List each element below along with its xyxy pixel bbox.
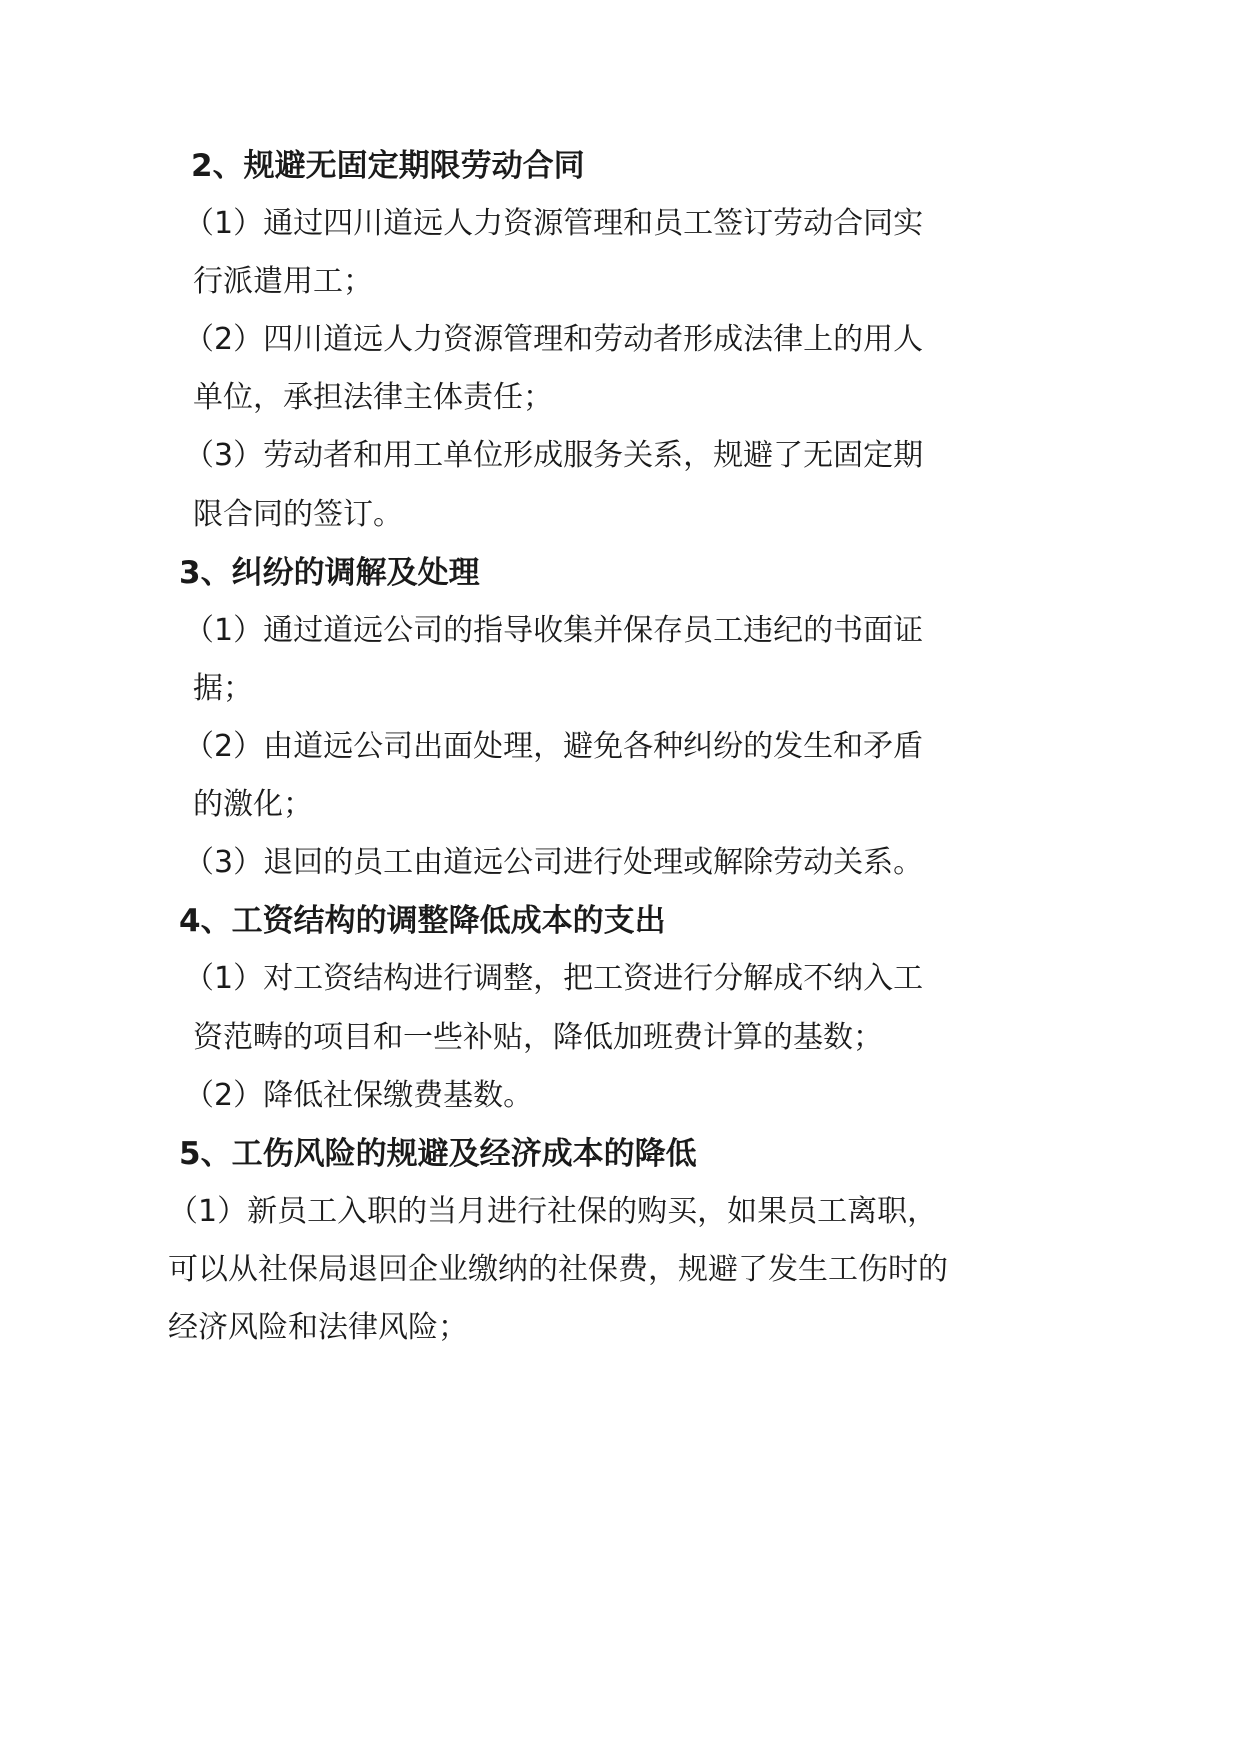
list-item-line: （2）降低社保缴费基数。 bbox=[184, 1078, 534, 1113]
list-item-line: 的激化； bbox=[193, 787, 313, 822]
section-heading-2: 2、规避无固定期限劳动合同 bbox=[191, 148, 585, 184]
list-item-line: 单位，承担法律主体责任； bbox=[193, 380, 553, 415]
list-item-line: （3）劳动者和用工单位形成服务关系，规避了无固定期 bbox=[184, 438, 924, 473]
section-heading-5: 5、工伤风险的规避及经济成本的降低 bbox=[179, 1136, 697, 1172]
list-item-line: （1）对工资结构进行调整，把工资进行分解成不纳入工 bbox=[184, 961, 924, 996]
list-item-line: 限合同的签订。 bbox=[193, 497, 403, 532]
list-item-line: 行派遣用工； bbox=[193, 264, 373, 299]
list-item-line: 经济风险和法律风险； bbox=[168, 1310, 468, 1345]
list-item-line: （1）通过四川道远人力资源管理和员工签订劳动合同实 bbox=[184, 206, 924, 241]
list-item-line: （2）由道远公司出面处理，避免各种纠纷的发生和矛盾 bbox=[184, 729, 924, 764]
section-heading-4: 4、工资结构的调整降低成本的支出 bbox=[179, 903, 666, 939]
section-heading-3: 3、纠纷的调解及处理 bbox=[179, 555, 480, 591]
list-item-line: （1）新员工入职的当月进行社保的购买，如果员工离职， bbox=[168, 1194, 938, 1229]
list-item-line: 可以从社保局退回企业缴纳的社保费，规避了发生工伤时的 bbox=[168, 1252, 948, 1287]
list-item-line: 资范畴的项目和一些补贴，降低加班费计算的基数； bbox=[193, 1020, 883, 1055]
list-item-line: （2）四川道远人力资源管理和劳动者形成法律上的用人 bbox=[184, 322, 924, 357]
list-item-line: 据； bbox=[193, 671, 253, 706]
list-item-line: （1）通过道远公司的指导收集并保存员工违纪的书面证 bbox=[184, 613, 924, 648]
list-item-line: （3）退回的员工由道远公司进行处理或解除劳动关系。 bbox=[184, 845, 924, 880]
